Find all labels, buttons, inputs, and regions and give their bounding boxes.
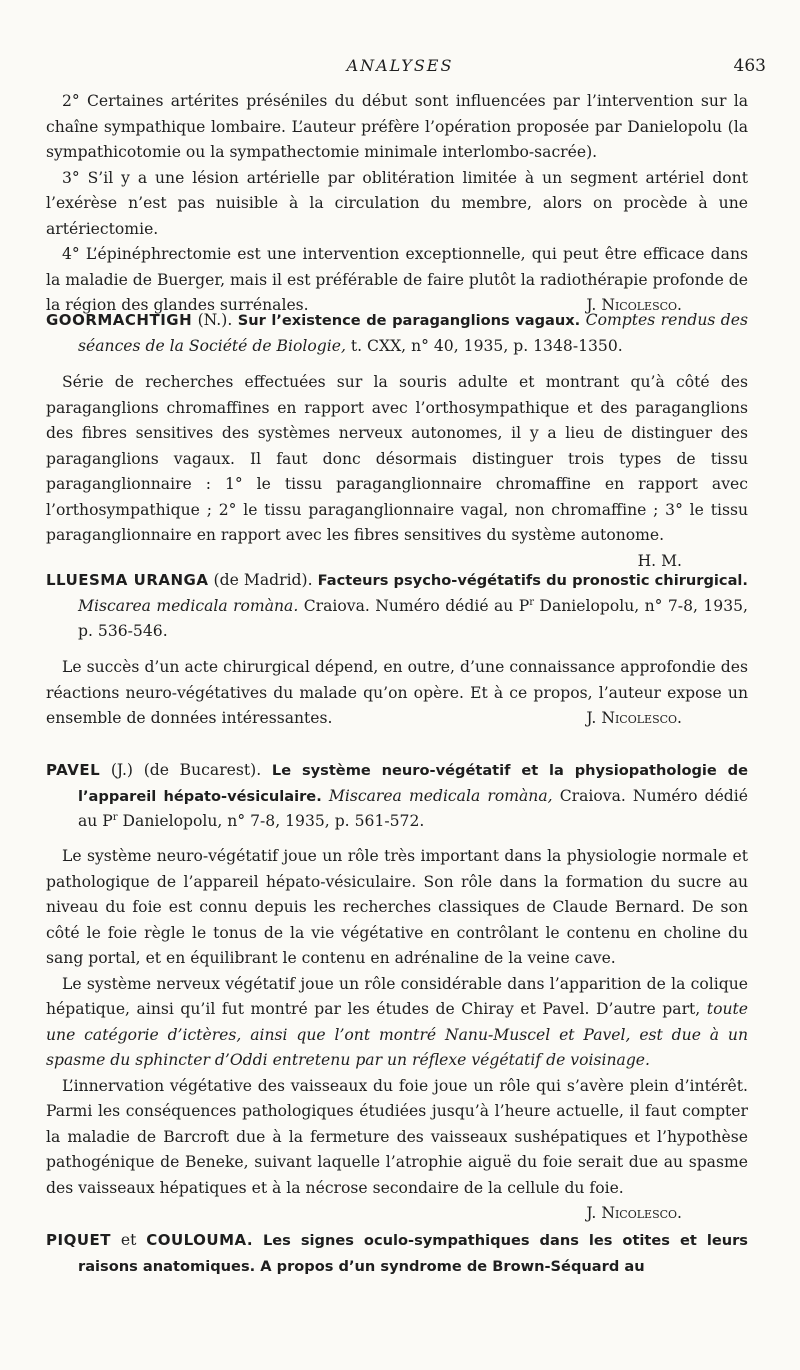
- abstract-body: Série de recherches effectuées sur la souris adulte et montrant qu’à côté des paraganglions chromaffines en rapport avec l’orthosympathique et des paraganglions des fibres sensitives des systèmes nerveux autonomes, il y a lieu de distinguer des paraganglions vagaux. Il faut donc désormais distinguer trois types de tissu paraganglionnaire : 1° le tissu paraganglionnaire chromaffine en rapport avec l’orthosympathique ; 2° le tissu paraganglionnaire vagal, non chromaffine ; 3° le tissu paraganglionnaire en rapport avec les fibres sensitives du système autonome.: [46, 373, 748, 544]
- signature: J. Nicolesco.: [586, 1204, 682, 1222]
- signature: J. Nicolesco.: [586, 296, 682, 314]
- citation: Craiova. Numéro dédié au P: [298, 596, 530, 615]
- entry-goormachtigh: [46, 308, 748, 359]
- reference: [46, 758, 748, 835]
- citation: t. CXX, n° 40, 1935, p. 1348-1350.: [345, 336, 623, 355]
- entry-lluesma-uranga: [46, 568, 748, 645]
- superscript: r: [529, 596, 535, 608]
- signature: J. Nicolesco.: [586, 709, 682, 727]
- citation-end: Danielopolu, n° 7-8, 1935, p. 536-546.: [78, 596, 748, 640]
- reference: [46, 308, 748, 359]
- journal-name: Miscarea medicala romàna.: [78, 596, 299, 615]
- superscript: r: [112, 811, 118, 823]
- running-title: ANALYSES: [346, 56, 454, 75]
- entry-goormachtigh-body: [46, 370, 748, 574]
- article-title: Le système neuro-végétatif et la physiopathologie de l’appareil hépato-vésiculaire.: [78, 762, 748, 805]
- article-title: Les signes oculo-sympathiques dans les otites et leurs raisons anatomiques. A propos d’un syndrome de Brown-Séquard au: [78, 1232, 748, 1275]
- author-suffix: (N.).: [192, 311, 233, 329]
- intro-point-2: 2° Certaines artérites préséniles du début sont influencées par l’intervention sur la chaîne sympathique lombaire. L’auteur préfère l’opération proposée par Danielopolu (la sympathicotomie ou la sympathectomie minimale interlombo-sacrée).: [46, 92, 748, 161]
- author-suffix: (de Madrid).: [208, 571, 313, 589]
- citation-end: Danielopolu, n° 7-8, 1935, p. 561-572.: [117, 812, 425, 830]
- abstract-paragraph-3: L’innervation végétative des vaisseaux du foie joue un rôle qui s’avère plein d’intérêt. Parmi les conséquences pathologiques étudiées jusqu’à l’heure actuelle, il faut compter la maladie de Barcroft due à la fermeture des vaisseaux sushépatiques et l’hypothèse pathogénique de Beneke, suivant laquelle l’atrophie aiguë du foie serait due au spasme des vaisseaux hépatiques et à la nécrose secondaire de la cellule du foie.: [46, 1076, 748, 1197]
- article-title: Sur l’existence de paraganglions vagaux.: [237, 312, 581, 329]
- intro-point-4-text: 4° L’épinéphrectomie est une intervention exceptionnelle, qui peut être efficace dans la maladie de Buerger, mais il est préférable de faire plutôt la radiothérapie profonde de la région des glandes surrénales.: [46, 245, 748, 314]
- signature: H. M.: [637, 551, 682, 570]
- abstract-text: [46, 655, 748, 732]
- reference: [46, 1228, 748, 1279]
- intro-point-3: 3° S’il y a une lésion artérielle par oblitération limitée à un segment artériel dont l’exérèse n’est pas nuisible à la circulation du membre, alors on procède à une artériectomie.: [46, 168, 748, 238]
- author-suffix: (J.) (de Bucarest).: [100, 761, 262, 779]
- entry-piquet-coulouma: [46, 1228, 748, 1279]
- intro-block: [46, 89, 748, 319]
- abstract-text: [46, 370, 748, 570]
- page-number: 463: [733, 56, 766, 76]
- entry-pavel: [46, 758, 748, 835]
- paragraph-2-italic: toute une catégorie d’ictères, ainsi que l’ont montré Nanu-Muscel et Pavel, est due à un spasme du sphincter d’Oddi entretenu par un réflexe végétatif de voisinage.: [46, 1000, 748, 1069]
- abstract-paragraph-2: [46, 972, 748, 1074]
- reference: [46, 568, 748, 645]
- journal-name: Miscarea medicala romàna,: [328, 786, 553, 805]
- author-name: PIQUET: [46, 1231, 111, 1249]
- paragraph-2-text: Le système nerveux végétatif joue un rôle considérable dans l’apparition de la colique hépatique, ainsi qu’il fut montré par les études de Chiray et Pavel. D’autre part,: [46, 974, 748, 1018]
- entry-lluesma-body: [46, 655, 748, 732]
- article-title: Facteurs psycho-végétatifs du pronostic chirurgical.: [317, 572, 748, 589]
- author-name: PAVEL: [46, 761, 101, 779]
- author-name: LLUESMA URANGA: [46, 571, 209, 589]
- author-name: GOORMACHTIGH: [46, 311, 193, 329]
- citation: Craiova. Numéro dédié au P: [78, 786, 749, 830]
- abstract-paragraph-1: Le système neuro-végétatif joue un rôle très important dans la physiologie normale et pathologique de l’appareil hépato-vésiculaire. Son rôle dans la formation du sucre au niveau du foie est connu depuis les recherches classiques de Claude Bernard. De son côté le foie règle le tonus de la vie végétative en contrôlant le contenu en choline du sang portal, et en équilibrant le contenu en adrénaline de la veine cave.: [46, 847, 748, 967]
- abstract-body: Le succès d’un acte chirurgical dépend, en outre, d’une connaissance approfondie des réactions neuro-végétatives du malade qu’on opère. Et à ce propos, l’auteur expose un ensemble de données intéressantes.: [46, 658, 748, 727]
- author-connector: et: [111, 1231, 147, 1249]
- journal-name: Comptes rendus des séances de la Société de Biologie,: [78, 311, 749, 355]
- entry-pavel-body: [46, 844, 748, 1227]
- running-header: [0, 56, 800, 80]
- author-name-2: COULOUMA.: [146, 1231, 254, 1249]
